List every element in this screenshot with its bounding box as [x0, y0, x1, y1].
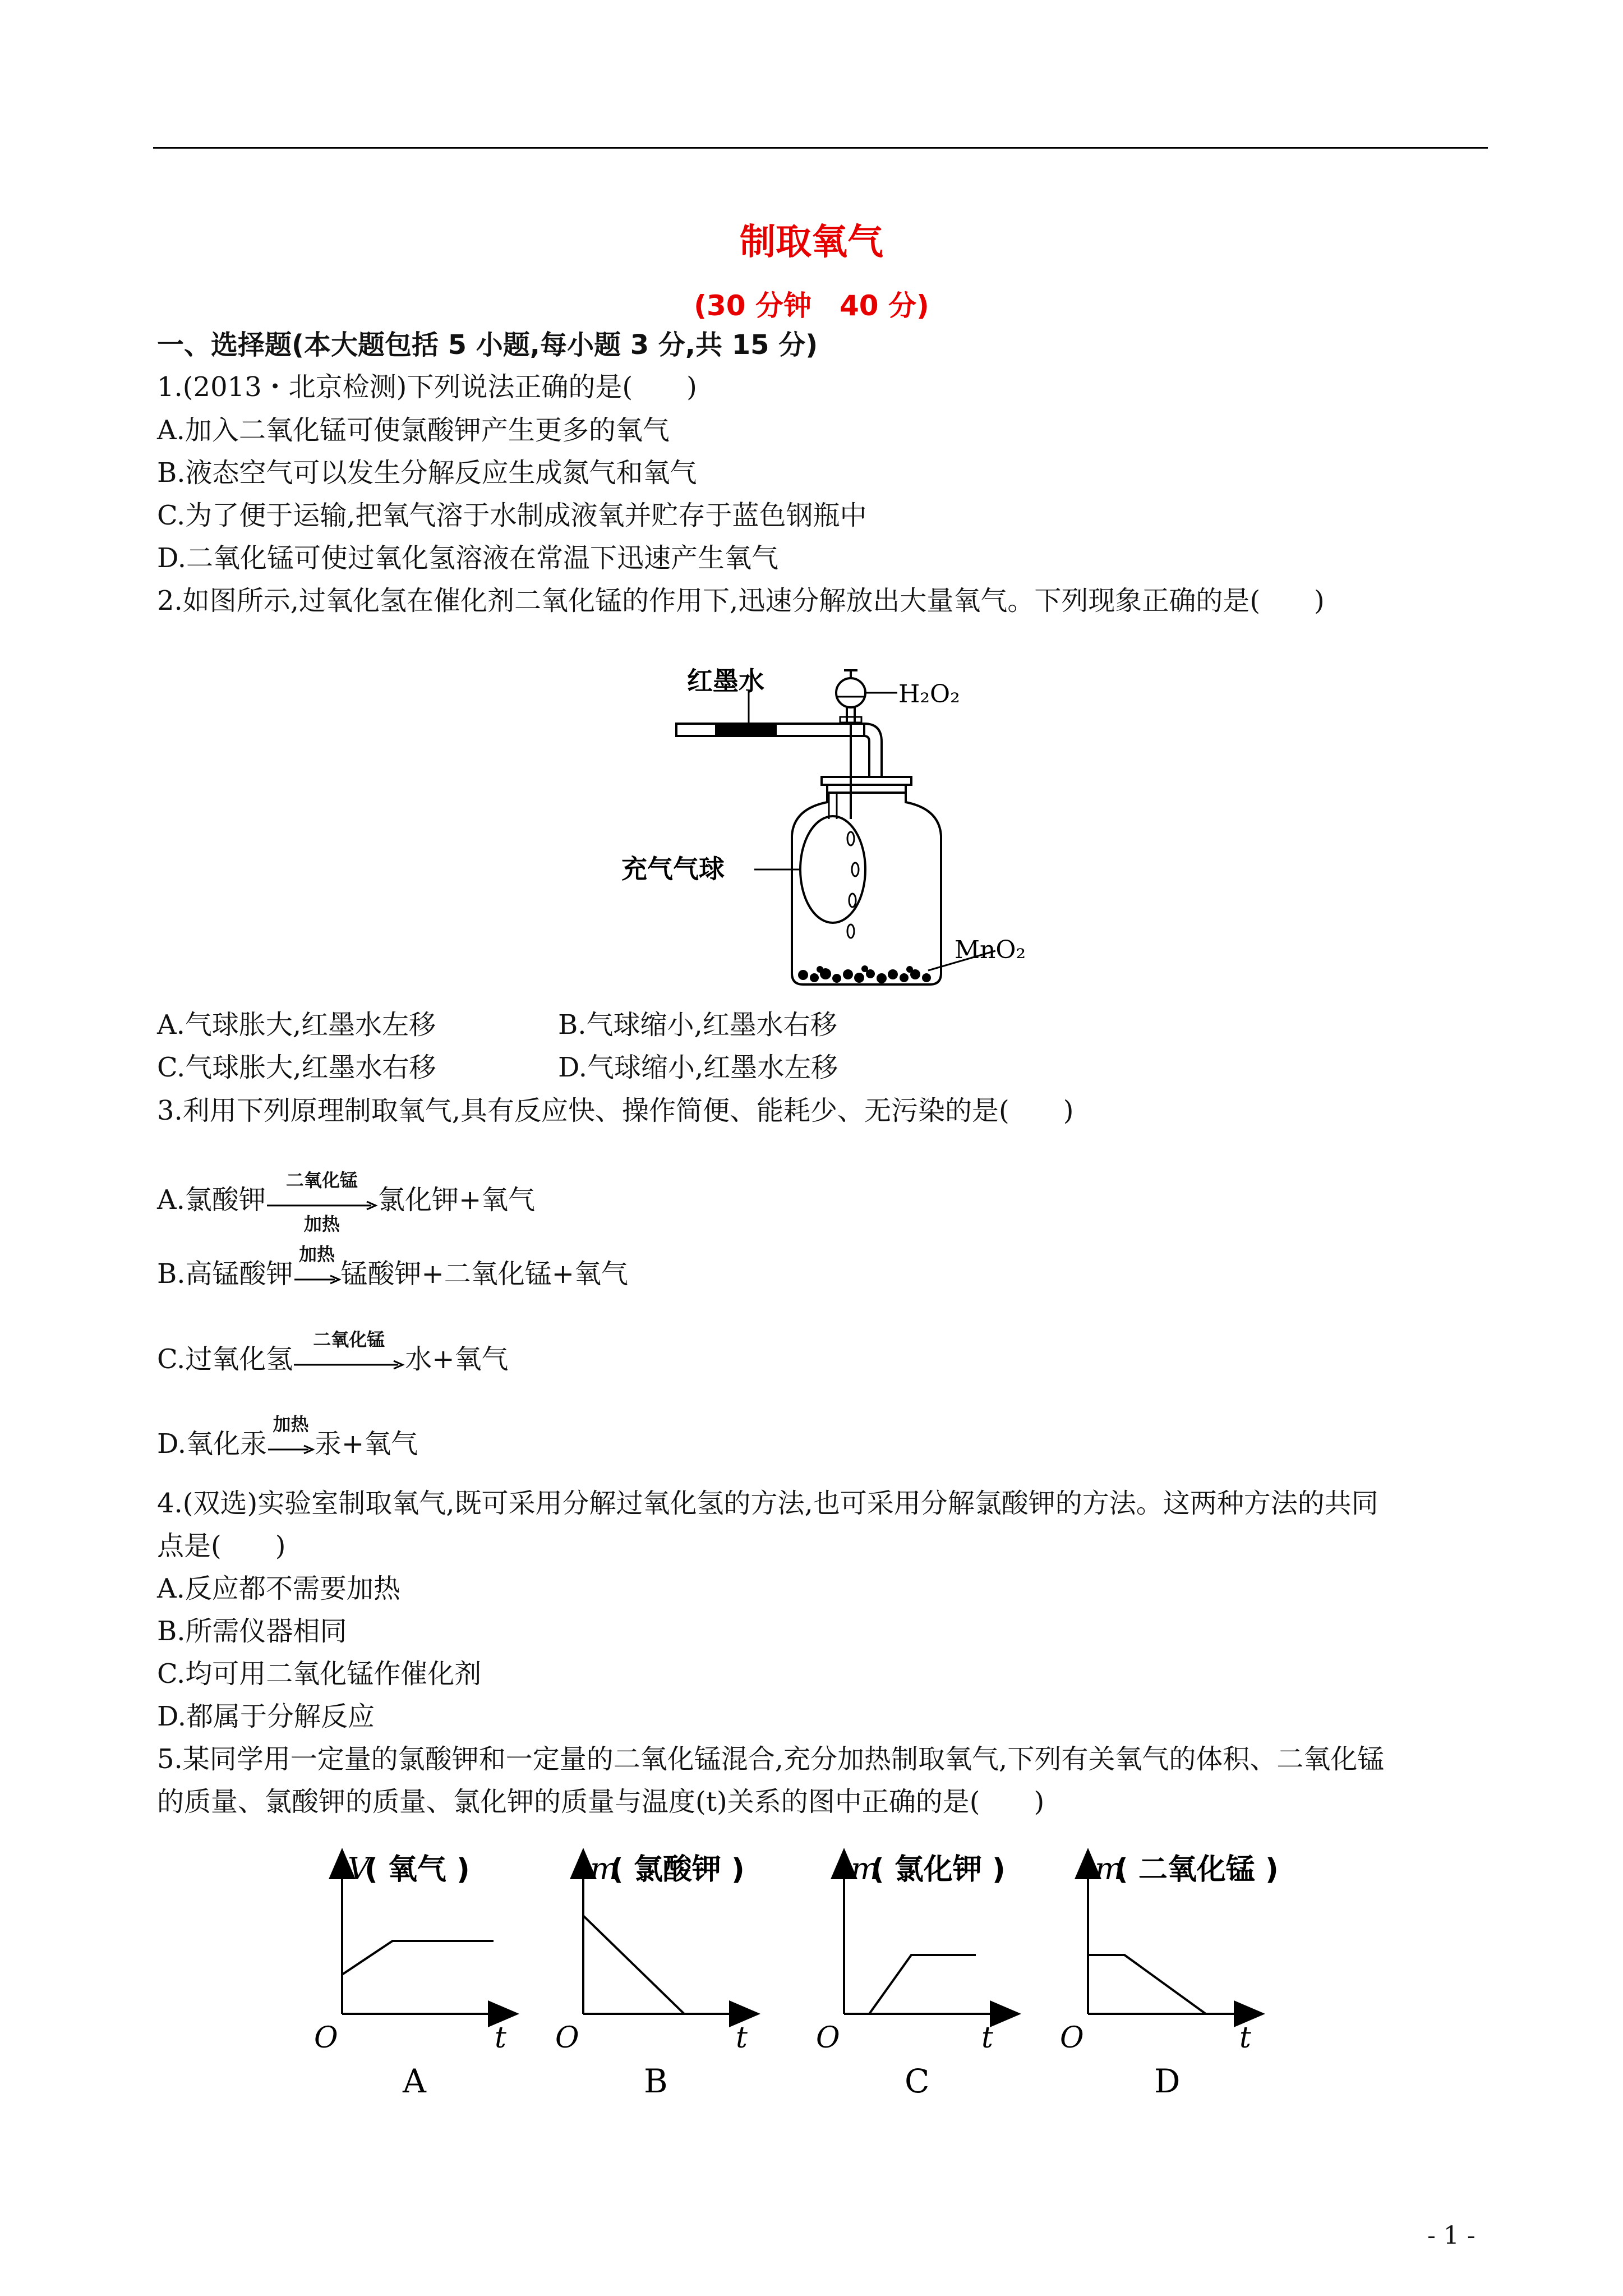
q3-option-a: [157, 1170, 536, 1235]
graph-d-letter: D: [1154, 2062, 1181, 2100]
q3-c-condition-above: 二氧化锰: [313, 1329, 385, 1350]
q3-option-d: [157, 1414, 418, 1461]
q1-option-d: D.二氧化锰可使过氧化氢溶液在常温下迅速产生氧气: [157, 542, 779, 574]
q3-a-condition-above: 二氧化锰: [285, 1170, 358, 1191]
q3-d-products: 汞+氧气: [315, 1428, 418, 1460]
graph-a-origin: O: [314, 2021, 338, 2055]
q1-option-c: C.为了便于运输,把氧气溶于水制成液氧并贮存于蓝色钢瓶中: [157, 500, 867, 531]
graph-c-xlabel: t: [981, 2021, 993, 2055]
graph-a: [314, 1851, 510, 2100]
q1-stem: 1.(2013・北京检测)下列说法正确的是( ): [157, 371, 697, 403]
q4-option-b: B.所需仪器相同: [157, 1616, 347, 1647]
graph-d-ylabel-var: m: [1095, 1851, 1124, 1887]
q3-a-condition-below: 加热: [303, 1213, 340, 1235]
q3-stem: 3.利用下列原理制取氧气,具有反应快、操作简便、能耗少、无污染的是( ): [157, 1095, 1074, 1126]
graph-b-ylabel: ( 氯酸钾 ): [610, 1853, 745, 1887]
q3-d-condition-above: 加热: [273, 1414, 309, 1435]
reaction-arrow: [266, 1170, 378, 1235]
q3-d-reactant: D.氧化汞: [157, 1428, 268, 1460]
graph-b: [555, 1851, 751, 2100]
graph-c-origin: O: [816, 2021, 840, 2055]
q3-b-products: 锰酸钾+二氧化锰+氧气: [340, 1258, 628, 1290]
q4-option-a: A.反应都不需要加热: [157, 1573, 400, 1604]
graph-a-ylabel-var: V: [348, 1851, 370, 1887]
q2-option-d: D.气球缩小,红墨水左移: [558, 1052, 838, 1083]
page-number: - 1 -: [1427, 2221, 1476, 2250]
graph-c-ylabel: ( 氯化钾 ): [871, 1853, 1006, 1887]
graph-b-origin: O: [555, 2021, 579, 2055]
q3-c-reactant: C.过氧化氢: [157, 1343, 293, 1375]
q3-option-c: [157, 1329, 509, 1376]
fig-label-balloon: 充气气球: [621, 854, 725, 884]
reaction-arrow: [267, 1414, 315, 1461]
section-heading: 一、选择题(本大题包括 5 小题,每小题 3 分,共 15 分): [157, 329, 818, 361]
fig-label-ink: 红墨水: [687, 666, 764, 696]
q3-a-products: 氯化钾+氧气: [377, 1184, 536, 1216]
graph-c-ylabel-var: m: [851, 1851, 880, 1887]
q5-stem-line2: 的质量、氯酸钾的质量、氯化钾的质量与温度(t)关系的图中正确的是( ): [157, 1786, 1045, 1818]
q5-graphs: [303, 1846, 1368, 2109]
fig-label-mno2: MnO₂: [955, 936, 1026, 964]
q3-b-condition-above: 加热: [299, 1244, 335, 1265]
q2-option-a: A.气球胀大,红墨水左移: [157, 1009, 436, 1041]
header-rule: [153, 147, 1488, 149]
q5-stem-line1: 5.某同学用一定量的氯酸钾和一定量的二氧化锰混合,充分加热制取氧气,下列有关氧气的体积、二氧化锰: [157, 1743, 1385, 1775]
graph-c-letter: C: [905, 2062, 930, 2100]
graph-a-letter: A: [403, 2062, 426, 2100]
q2-option-b: B.气球缩小,红墨水右移: [558, 1009, 837, 1041]
q2-option-c: C.气球胀大,红墨水右移: [157, 1052, 436, 1083]
graph-d-ylabel: ( 二氧化锰 ): [1115, 1853, 1279, 1887]
q4-stem-line1: 4.(双选)实验室制取氧气,既可采用分解过氧化氢的方法,也可采用分解氯酸钾的方法。这两种方法的共同: [157, 1488, 1378, 1519]
reaction-arrow: [293, 1244, 341, 1291]
graph-a-xlabel: t: [495, 2021, 506, 2055]
graph-a-ylabel: ( 氧气 ): [365, 1853, 470, 1887]
q3-a-reactant: A.氯酸钾: [157, 1184, 266, 1216]
page-title: 制取氧气: [740, 222, 883, 263]
page-subtitle: (30 分钟 40 分): [694, 289, 929, 322]
graph-d: [1060, 1851, 1279, 2100]
q2-apparatus-figure: [606, 651, 1054, 999]
q1-option-b: B.液态空气可以发生分解反应生成氮气和氧气: [157, 457, 697, 489]
graph-d-xlabel: t: [1239, 2021, 1251, 2055]
q4-option-d: D.都属于分解反应: [157, 1701, 375, 1732]
q3-option-b: [157, 1244, 628, 1291]
q2-stem: 2.如图所示,过氧化氢在催化剂二氧化锰的作用下,迅速分解放出大量氧气。下列现象正确的是( ): [157, 585, 1325, 616]
q4-stem-line2: 点是( ): [157, 1530, 286, 1562]
reaction-arrow: [293, 1329, 405, 1376]
graph-b-xlabel: t: [736, 2021, 748, 2055]
graph-c: [816, 1851, 1012, 2100]
q1-option-a: A.加入二氧化锰可使氯酸钾产生更多的氧气: [157, 415, 670, 446]
q4-option-c: C.均可用二氧化锰作催化剂: [157, 1658, 482, 1690]
graph-b-ylabel-var: m: [590, 1851, 619, 1887]
graph-b-letter: B: [644, 2062, 668, 2100]
fig-label-h2o2: H₂O₂: [898, 680, 960, 708]
q3-c-products: 水+氧气: [405, 1343, 509, 1375]
q3-b-reactant: B.高锰酸钾: [157, 1258, 293, 1290]
graph-d-origin: O: [1060, 2021, 1084, 2055]
